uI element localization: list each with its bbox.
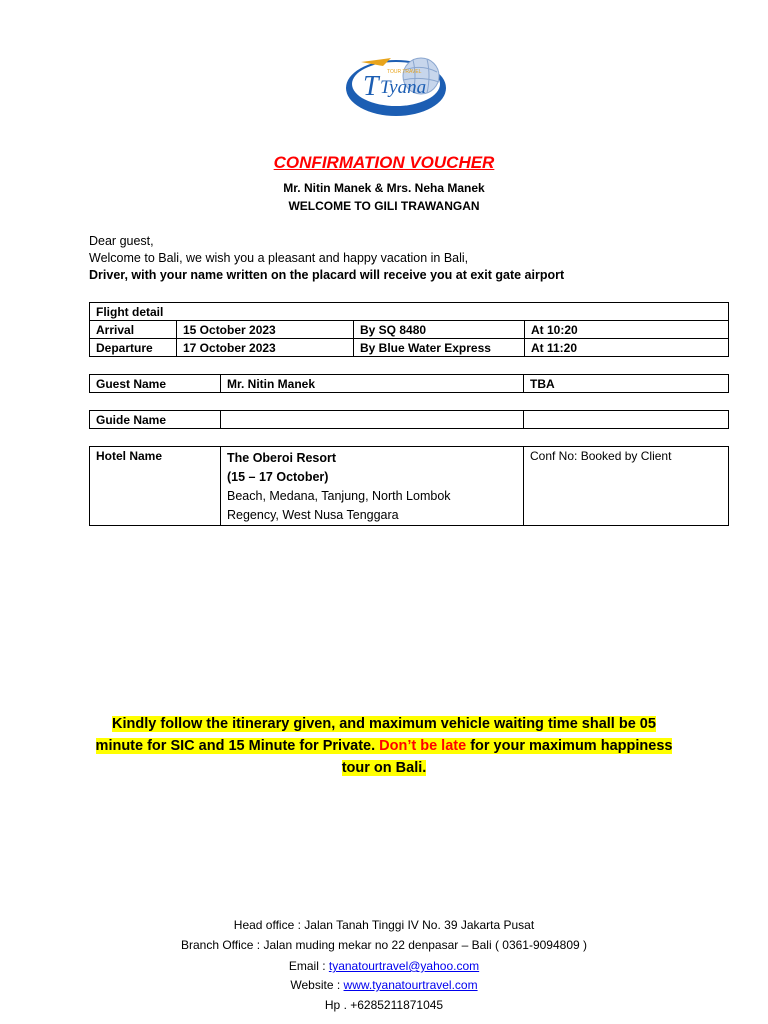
greeting-salutation: Dear guest, (89, 234, 154, 248)
guest-extra: TBA (524, 375, 729, 393)
hotel-detail (221, 447, 524, 526)
footer-head-office: Head office : Jalan Tanah Tinggi IV No. 39 Jakarta Pusat (233, 918, 535, 932)
hotel-address-line1: Beach, Medana, Tanjung, North Lombok (227, 489, 451, 503)
company-logo (343, 50, 449, 118)
hotel-name: The Oberoi Resort (227, 451, 337, 465)
website-label: Website : (290, 978, 344, 992)
guide-table (89, 410, 729, 429)
guest-label: Guest Name (90, 375, 221, 393)
footer-phone: Hp . +6285211871045 (324, 998, 444, 1012)
arrival-date: 15 October 2023 (177, 321, 354, 339)
svg-text:T: T (363, 71, 379, 102)
table-row (90, 375, 729, 393)
departure-transport: By Blue Water Express (354, 339, 525, 357)
greeting-driver-note: Driver, with your name written on the placard will receive you at exit gate airport (89, 268, 565, 282)
table-row (90, 339, 729, 357)
arrival-flight: By SQ 8480 (354, 321, 525, 339)
notice-text (96, 716, 673, 776)
waiting-time-notice (90, 713, 678, 779)
website-link[interactable]: www.tyanatourtravel.com (343, 978, 478, 992)
departure-time: At 11:20 (525, 339, 729, 357)
email-link[interactable]: tyanatourtravel@yahoo.com (328, 959, 480, 973)
guest-names: Mr. Nitin Manek & Mrs. Neha Manek (283, 181, 485, 195)
logo-text: Tyana (380, 77, 427, 98)
notice-part1: Kindly follow the itinerary given, and maximum vehicle waiting time shall be 05 minute for SIC and 15 Minute for Private. (95, 716, 656, 754)
footer-branch-office: Branch Office : Jalan muding mekar no 22 denpasar – Bali ( 0361-9094809 ) (180, 938, 588, 952)
hotel-table (89, 446, 729, 526)
footer-email (0, 959, 768, 973)
guest-table (89, 374, 729, 393)
voucher-title: CONFIRMATION VOUCHER (273, 153, 495, 172)
table-row (90, 321, 729, 339)
table-row (90, 447, 729, 526)
guide-name (221, 411, 524, 429)
hotel-confirmation: Conf No: Booked by Client (524, 447, 729, 526)
hotel-dates: (15 – 17 October) (227, 470, 329, 484)
departure-label: Departure (90, 339, 177, 357)
departure-date: 17 October 2023 (177, 339, 354, 357)
guide-extra (524, 411, 729, 429)
logo-tag: TOUR TRAVEL (387, 69, 422, 75)
flight-detail-table (89, 302, 729, 357)
guide-label: Guide Name (90, 411, 221, 429)
flight-header: Flight detail (90, 303, 729, 321)
hotel-label: Hotel Name (90, 447, 221, 526)
flight-header-row (90, 303, 729, 321)
footer-website (0, 978, 768, 992)
notice-part2: for your maximum happiness tour on Bali. (341, 738, 673, 776)
arrival-time: At 10:20 (525, 321, 729, 339)
email-label: Email : (288, 959, 329, 973)
guest-name: Mr. Nitin Manek (221, 375, 524, 393)
welcome-line: WELCOME TO GILI TRAWANGAN (288, 199, 480, 213)
hotel-address-line2: Regency, West Nusa Tenggara (227, 508, 399, 522)
arrival-label: Arrival (90, 321, 177, 339)
greeting-welcome: Welcome to Bali, we wish you a pleasant and happy vacation in Bali, (89, 251, 469, 265)
notice-warning: Don’t be late (379, 738, 467, 754)
table-row (90, 411, 729, 429)
